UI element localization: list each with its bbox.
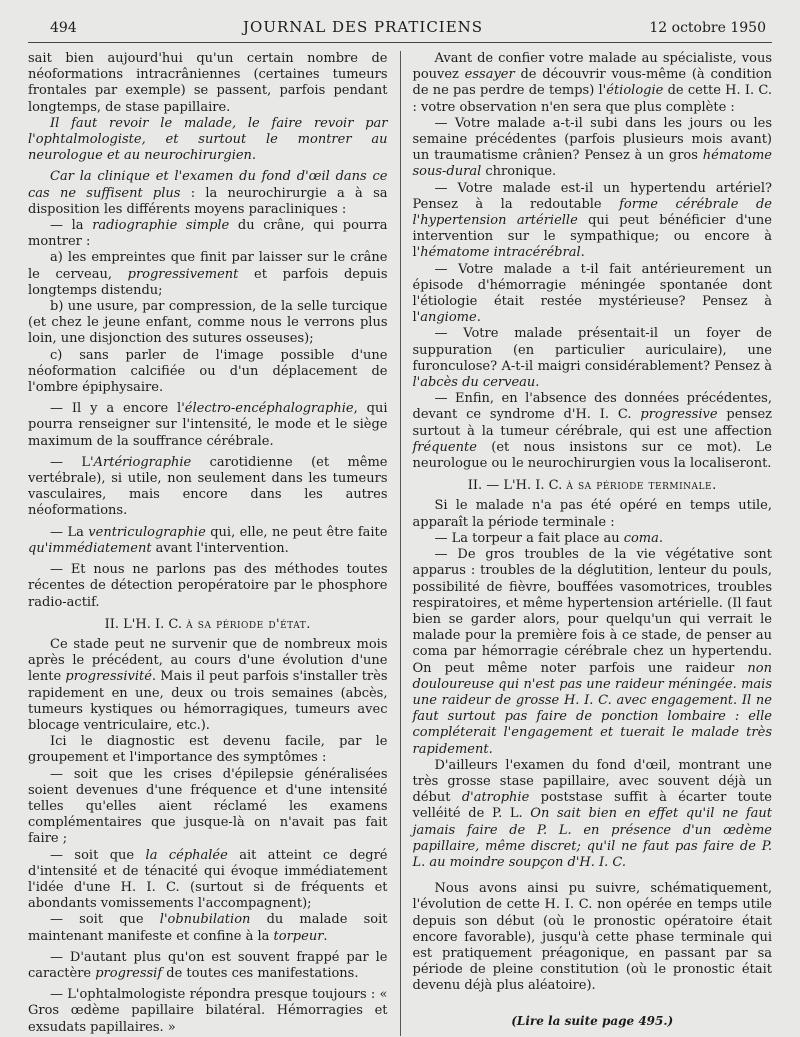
emphasis: progressivité [65,669,152,685]
emphasis: fréquente [412,439,477,455]
paragraph [28,848,388,913]
paragraph [413,116,773,181]
paragraph: Nous avons ainsi pu suivre, schématiquement, l'évolution de cette H. I. C. non opérée en temps utile depuis son début (où le pronostic opératoire était encore favorable), jusqu'à cette phase terminale qui est pratiquement préagonique, en passant par sa période de pleine constitution (où le pronostic était devenu déjà plus aléatoire). [412,881,772,994]
paragraph [28,401,388,450]
paragraph: c) sans parler de l'image possible d'une néoformation calcifiée ou d'un déplacement de l'ombre épiphysaire. [28,347,388,396]
text-run: . Mais il peut parfois s'installer très rapidement en une, deux ou trois semaines (abcès, tumeurs kystiques ou hémorragiques, tumeurs avec blocage ventriculaire, etc.). [28,669,388,733]
emphasis: électro-encéphalographie [184,401,354,417]
paragraph: Si le malade n'a pas été opéré en temps utile, apparaît la période terminale : [412,498,772,530]
emphasis: l'obnubilation [159,912,251,928]
emphasis: hématome sous-dural [412,148,772,180]
text-run: et parfois depuis longtemps distendu; [28,266,388,298]
text-run: a) les empreintes que finit par laisser sur le crâne le cerveau, [28,250,388,282]
text-run: : la neurochirurgie a à sa disposition les différents moyens paracliniques : [28,185,388,217]
paragraph: Il faut revoir le malade, le faire revoir par l'ophtalmologiste, et surtout le montrer au neurologue et au neurochirurgien. [28,115,388,164]
continuation-note: (Lire la suite page 495.) [511,1013,674,1028]
paragraph [28,525,388,557]
text-run: Ce stade peut ne survenir que de nombreux mois après le précédent, au cours d'une évolution d'une lente [28,636,388,685]
text-run: — Votre malade a t-il fait antérieurement un épisode d'hémorragie méningée spontanée dont l'étiologie était restée mystérieuse? Pensez à l' [412,261,772,326]
emphasis: hématome intracérébral [420,245,581,261]
text-run: carotidienne (et même vertébrale), si utile, non seulement dans les tumeurs vasculaires, mais encore dans les autres néoformations. [28,454,388,519]
left-column [28,51,400,1036]
emphasis: torpeur [273,928,324,944]
text-run: du malade soit maintenant manifeste et confine à la [28,912,388,944]
paragraph: — soit que les crises d'épilepsie généralisées soient devenues d'une fréquence et d'une intensité telles qu'elles aient réclamé les examens complémentaires que jusque-là on n'avait pas fait faire ; [28,766,388,847]
text-run: — soit que [50,912,160,928]
text-run: de cette H. I. C. : votre observation n'en sera que plus complète : [412,83,772,115]
paragraph [413,391,773,472]
paragraph [413,326,773,391]
text-run: — Votre malade présentait-il un foyer de suppuration (en particulier auriculaire), une furonculose? A-t-il maigri considérablement? Pensez à [412,326,772,374]
heading-title: à sa période d'état. [186,616,311,632]
text-run: ait atteint ce degré d'intensité et de ténacité qui évoque immédiatement l'idée d'une H. I. C. (surtout si de fréquents et abondants vomissements l'accompagnent); [28,847,388,912]
emphasis: qu'immédiatement [28,540,152,556]
emphasis: Car la clinique et l'examen du fond d'œil dans ce cas ne suffisent plus [28,169,388,201]
emphasis: radiographie simple [92,218,230,234]
emphasis: forme cérébrale de l'hypertension artérielle [412,196,772,229]
emphasis: coma [623,530,659,546]
text-run: — D'autant plus qu'on est souvent frappé par le caractère [28,949,388,981]
text-run: D'ailleurs l'examen du fond d'œil, montrant une très grosse stase papillaire, avec souvent déjà un début [412,757,772,806]
text-run: . [323,928,328,944]
text-run: . [476,310,481,326]
page-header [28,18,772,43]
emphasis: progressivement [127,266,239,282]
paragraph [28,950,388,982]
paragraph: — Et nous ne parlons pas des méthodes toutes récentes de détection peropératoire par le phosphore radio-actif. [28,562,388,610]
heading-number: II. L'H. I. C. [104,616,187,632]
text-run: pensez surtout à la tumeur cérébrale, qui est une affection [412,407,772,439]
text-run: chronique. [481,164,557,180]
text-run: — soit que [50,847,146,863]
emphasis: angiome [420,310,477,326]
text-run: . [580,245,585,261]
text-run: . [658,530,664,546]
emphasis: d'atrophie [461,790,530,806]
emphasis: progressif [95,965,163,981]
paragraph [28,912,388,944]
text-run: — De gros troubles de la vie végétative sont apparus : troubles de la déglutition, lenteur du pouls, possibilité de fièvre, bouffées vasomotrices, troubles respiratoires, et même hypertension artérielle. (Il faut bien se garder alors, pour quelqu'un qui verrait le malade pour la première fois à ce stade, de penser au coma par hémorragie cérébrale chez un hypertendu. On peut même noter parfois une raideur [412,547,772,676]
text-run: — Votre malade est-il un hypertendu artériel? Pensez à la redoutable [412,180,772,212]
paragraph [28,169,388,218]
paragraph: sait bien aujourd'hui qu'un certain nombre de néoformations intracrâniennes (certaines tumeurs frontales par exemple) se passent, parfois pendant longtemps, de stase papillaire. [28,51,388,115]
emphasis: étiologie [606,83,664,99]
text-run: — La [50,524,89,540]
page-number: 494 [50,20,77,36]
paragraph [28,250,388,299]
right-column [400,51,773,1036]
emphasis: ventriculographie [88,524,206,540]
emphasis: progressive [640,407,718,423]
text-run: — Votre malade a-t-il subi dans les jours ou les semaine précédentes (parfois plusieurs mois avant) un traumatisme crânien? Pensez à un gros [412,115,772,164]
text-run: (et nous insistons sur ce mot). Le neurologue ou le neurochirurgien vous la localiseront. [412,439,772,472]
heading-number: II. — L'H. I. C. [467,478,567,494]
emphasis: Artériographie [93,454,192,470]
text-run: qui peut bénéficier d'une intervention sur le sympathique; ou encore à l' [412,213,772,261]
paragraph: b) une usure, par compression, de la selle turcique (et chez le jeune enfant, comme nous le verrons plus loin, une disjonction des sutures osseuses); [28,299,388,347]
issue-date: 12 octobre 1950 [649,20,766,36]
text-run: , qui pourra renseigner sur l'intensité, le mode et le siège maximum de la souffrance cérébrale. [28,401,388,449]
paragraph: — L'ophtalmologiste répondra presque toujours : « Gros œdème papillaire bilatéral. Hémorragies et exsudats papillaires. » [28,987,388,1035]
emphasis: l'abcès du cerveau [412,375,536,391]
text-run: — L' [50,454,94,470]
text-run: — Enfin, en l'absence des données précédentes, devant ce syndrome d'H. I. C. [412,391,772,423]
text-run: de découvrir vous-même (à condition de ne pas perdre de temps) l' [412,67,772,99]
paragraph [413,758,773,871]
paragraph [413,181,773,262]
text-run: — Il y a encore l' [50,401,185,417]
paragraph [413,531,773,547]
paragraph [413,51,773,116]
text-run: du crâne, qui pourra montrer : [28,218,388,250]
paragraph [413,262,773,327]
emphasis: On sait bien en effet qu'il ne faut jamais faire de P. L. en présence d'un œdème papillaire, même discret; qu'il ne faut pas faire de P. L. au moindre soupçon d'H. I. C. [412,806,772,870]
paragraph [28,218,388,250]
text-columns [28,51,772,1036]
section-heading [413,478,773,494]
text-run: . [535,375,540,391]
journal-title: JOURNAL DES PRATICIENS [243,18,484,36]
paragraph [28,455,388,520]
heading-title: à sa période terminale. [566,478,717,494]
text-run: Avant de confier votre malade au spécialiste, vous pouvez [412,51,772,83]
text-run: qui, elle, ne peut être faite [205,524,388,540]
text-run: poststase suffit à écarter toute velléité de P. L. [412,790,772,822]
emphasis: la céphalée [145,847,228,863]
text-run: avant l'intervention. [151,540,289,556]
emphasis: essayer [464,67,515,83]
section-heading [28,617,388,633]
text-run: — La torpeur a fait place au [434,530,624,546]
text-run: de toutes ces manifestations. [162,965,359,981]
paragraph [28,637,388,734]
emphasis: non douloureuse qui n'est pas une raideur méningée. mais une raideur de grosse H. I. C. avec engagement. Il ne faut surtout pas faire de ponction lombaire : elle compléterait l'engagement et tuerait le malade très rapidement. [412,660,772,757]
paragraph [413,547,773,758]
paragraph: Ici le diagnostic est devenu facile, par le groupement et l'importance des symptômes : [28,734,388,766]
text-run: — la [50,218,93,234]
